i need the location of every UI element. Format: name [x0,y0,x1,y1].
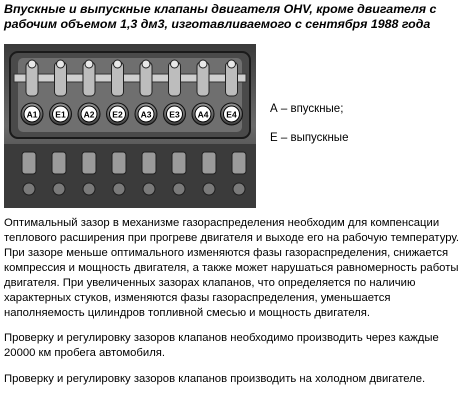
page-title: Впускные и выпускные клапаны двигателя OHV, кроме двигателя с рабочим объемом 1,3 дм3, изготавливаемого с сентября 1988 года [4,2,437,31]
engine-detail [82,152,96,174]
adjusting-nut [228,60,236,68]
bolt-head [143,183,155,195]
paragraph-interval: Проверку и регулировку зазоров клапанов необходимо производить через каждые 20000 км пробега автомобиля. [4,332,439,359]
paragraph-clearance: Оптимальный зазор в механизме газораспределения необходим для компенсации теплового расширения при прогреве двигателя и выходе его на рабочую температуру. При зазоре меньше оптимального изменяются фазы газораспределения, снижается компрессия и мощность двигателя, а также может нарушаться равномерность работы двигателя. При увеличенных зазорах клапанов, что определяется по наличию характерных стуков, изменяются фазы газораспределения, уменьшается наполняемость цилиндров топливной смесью и мощность двигателя. [4,217,460,319]
bolt-head [53,183,65,195]
legend-exhaust: Е – выпускные [270,132,349,144]
valve-label: A2 [83,109,95,120]
engine-detail [232,152,246,174]
adjusting-nut [171,60,179,68]
engine-detail [142,152,156,174]
engine-detail [22,152,36,174]
legend-intake: А – впускные; [270,103,344,115]
adjusting-nut [114,60,122,68]
valve-label: A1 [26,109,38,120]
bolt-head [233,183,245,195]
adjusting-nut [28,60,36,68]
bolt-head [113,183,125,195]
adjusting-nut [57,60,65,68]
valve-label: A3 [140,109,152,120]
adjusting-nut [142,60,150,68]
engine-detail [112,152,126,174]
engine-detail [202,152,216,174]
bolt-head [173,183,185,195]
engine-valves-photo [4,44,256,208]
valve-label: E1 [55,109,66,120]
valve-label: E4 [226,109,237,120]
engine-detail [52,152,66,174]
valve-label: A4 [197,109,209,120]
adjusting-nut [85,60,93,68]
valve-label: E2 [112,109,123,120]
engine-detail [172,152,186,174]
paragraph-cold-engine: Проверку и регулировку зазоров клапанов производить на холодном двигателе. [4,373,426,385]
valve-label: E3 [169,109,180,120]
bolt-head [83,183,95,195]
bolt-head [23,183,35,195]
adjusting-nut [199,60,207,68]
bolt-head [203,183,215,195]
